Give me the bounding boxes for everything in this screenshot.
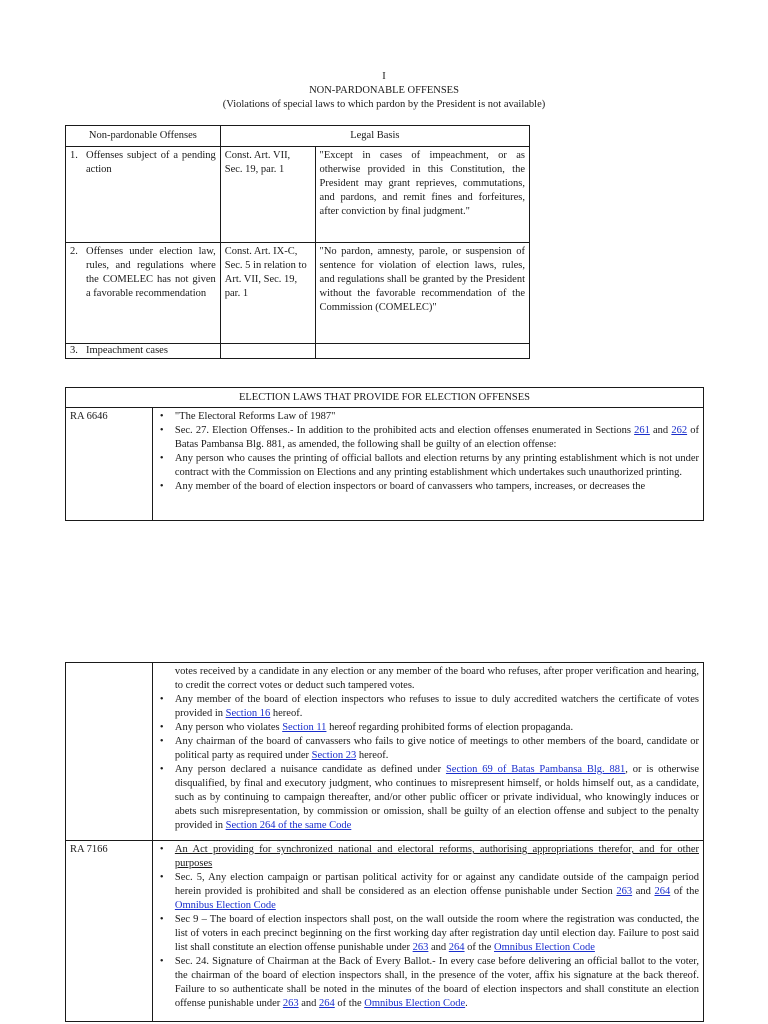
section-16-link[interactable]: Section 16 — [225, 708, 271, 719]
table-row — [66, 344, 530, 359]
list-item: • Any person who violates Section 11 hereof regarding prohibited forms of election propaganda. — [175, 721, 699, 735]
table-row — [66, 147, 530, 243]
table-row — [66, 841, 704, 1022]
law-cell: RA 6646 — [66, 408, 153, 521]
election-laws-table-continued — [65, 662, 704, 1022]
basis-cell: Const. Art. IX-C, Sec. 5 in relation to Art. VII, Sec. 19, par. 1 — [220, 243, 315, 344]
section-11-link[interactable]: Section 11 — [282, 722, 327, 733]
list-item: • Sec 9 – The board of election inspectors shall post, on the wall outside the room where the registration was conducted, the list of voters in each precinct beginning on the first working day after registration day until election day. Failure to post said list shall constitute an election offense punishable under 263 and 264 of the Omnibus Election Code — [175, 913, 699, 955]
quote-cell — [315, 344, 529, 359]
table-row — [66, 663, 704, 841]
list-item: • Any person declared a nuisance candidate as defined under Section 69 of Batas Pambansa Blg. 881, or is otherwise disqualified, by final and executory judgment, who continues to misrepresent himself, or holds himself out, as a candidate, such as by continuing to campaign thereafter, and/or other public officer or private individual, who knowingly induces or abets such misrepresentation, by commission or omission, shall be guilty of an election offense and subject to the penalty provided in Section 264 of the same Code — [175, 763, 699, 833]
basis-cell — [220, 344, 315, 359]
offense-text: Impeachment cases — [86, 345, 168, 356]
section-262-link[interactable]: 262 — [671, 425, 688, 436]
list-item: • Sec. 5, Any election campaign or partisan political activity for or against any candidate outside of the campaign period herein provided is prohibited and shall be considered as an election offense punishable under Section 263 and 264 of the Omnibus Election Code — [175, 871, 699, 913]
offense-cell — [66, 147, 221, 243]
law-cell: RA 7166 — [66, 841, 153, 1022]
column-header-offenses: Non-pardonable Offenses — [66, 126, 221, 147]
page-title: NON-PARDONABLE OFFENSES — [309, 85, 459, 96]
provisions-list — [157, 843, 699, 1011]
list-item: • Any member of the board of election inspectors who refuses to issue to duly accredited watchers the certificate of votes provided in Section 16 hereof. — [175, 693, 699, 721]
section-23-link[interactable]: Section 23 — [311, 750, 357, 761]
section-263-link[interactable]: 263 — [616, 886, 633, 897]
omnibus-election-code-link[interactable]: Omnibus Election Code — [494, 942, 595, 953]
basis-cell: Const. Art. VII, Sec. 19, par. 1 — [220, 147, 315, 243]
quote-cell: "No pardon, amnesty, parole, or suspension of sentence for violation of election laws, rules, and regulations shall be granted by the President without the favorable recommendation of the Commission (COMELEC)" — [315, 243, 529, 344]
section-264-link[interactable]: 264 — [319, 998, 335, 1009]
offense-text: Offenses subject of a pending action — [86, 150, 216, 175]
provisions-cell — [152, 408, 703, 521]
quote-cell: "Except in cases of impeachment, or as otherwise provided in this Constitution, the President may grant reprieves, commutations, and pardons, and remit fines and forfeitures, after conviction by final judgment." — [315, 147, 529, 243]
offense-cell — [66, 243, 221, 344]
provisions-list — [157, 665, 699, 833]
page-subtitle: (Violations of special laws to which pardon by the President is not available) — [222, 99, 546, 110]
row-number: 1. — [70, 150, 78, 161]
column-header-legal-basis: Legal Basis — [220, 126, 529, 147]
provisions-cell — [152, 663, 703, 841]
list-item: • An Act providing for synchronized national and electoral reforms, authorising appropriations therefor, and for other purposes — [175, 843, 699, 871]
omnibus-election-code-link[interactable]: Omnibus Election Code — [364, 998, 466, 1009]
table-row — [66, 243, 530, 344]
election-laws-table — [65, 387, 704, 521]
section-263-link[interactable]: 263 — [412, 942, 429, 953]
table-row — [66, 408, 704, 521]
list-item: • Sec. 24. Signature of Chairman at the Back of Every Ballot.- In every case before delivering an official ballot to the voter, the chairman of the board of election inspectors shall, in the presence of the voter, affix his signature at the back thereof. Failure to so authenticate shall be noted in the minutes of the board of election inspectors and shall constitute an election offense punishable under 263 and 264 of the Omnibus Election Code. — [175, 955, 699, 1011]
list-item-continued: votes received by a candidate in any election or any member of the board who refuses, after proper verification and hearing, to credit the correct votes or deduct such tampered votes. — [174, 666, 699, 691]
row-number: 2. — [70, 246, 78, 257]
list-item: • Sec. 27. Election Offenses.- In addition to the prohibited acts and election offenses enumerated in Sections 261 and 262 of Batas Pambansa Blg. 881, as amended, the following shall be guilty of an election offense: — [175, 424, 699, 452]
offense-text: Offenses under election law, rules, and regulations where the COMELEC has not given a favorable recommendation — [86, 246, 216, 299]
election-laws-header: ELECTION LAWS THAT PROVIDE FOR ELECTION OFFENSES — [66, 388, 704, 408]
provisions-cell — [152, 841, 703, 1022]
list-item: • Any chairman of the board of canvassers who fails to give notice of meetings to other members of the board, candidate or political party as required under Section 23 hereof. — [175, 735, 699, 763]
list-item: • "The Electoral Reforms Law of 1987" — [175, 410, 699, 424]
offense-cell — [66, 344, 221, 359]
row-number: 3. — [70, 345, 78, 356]
provisions-list — [157, 410, 699, 494]
non-pardonable-table — [65, 125, 530, 359]
section-number: I — [382, 71, 386, 82]
section-264-link[interactable]: 264 — [654, 886, 671, 897]
list-item: • Any person who causes the printing of official ballots and election returns by any printing establishment which is not under contract with the Commission on Elections and any printing establishment which undertakes such unauthorized printing. — [175, 452, 699, 480]
law-cell — [66, 663, 153, 841]
section-263-link[interactable]: 263 — [282, 998, 299, 1009]
section-264-link[interactable]: Section 264 of the same Code — [225, 820, 352, 831]
omnibus-election-code-link[interactable]: Omnibus Election Code — [174, 900, 276, 911]
section-261-link[interactable]: 261 — [634, 425, 650, 436]
section-69-link[interactable]: Section 69 of Batas Pambansa Blg. 881 — [445, 764, 626, 775]
list-item: • Any member of the board of election inspectors or board of canvassers who tampers, increases, or decreases the — [175, 480, 699, 494]
section-264-link[interactable]: 264 — [448, 942, 465, 953]
